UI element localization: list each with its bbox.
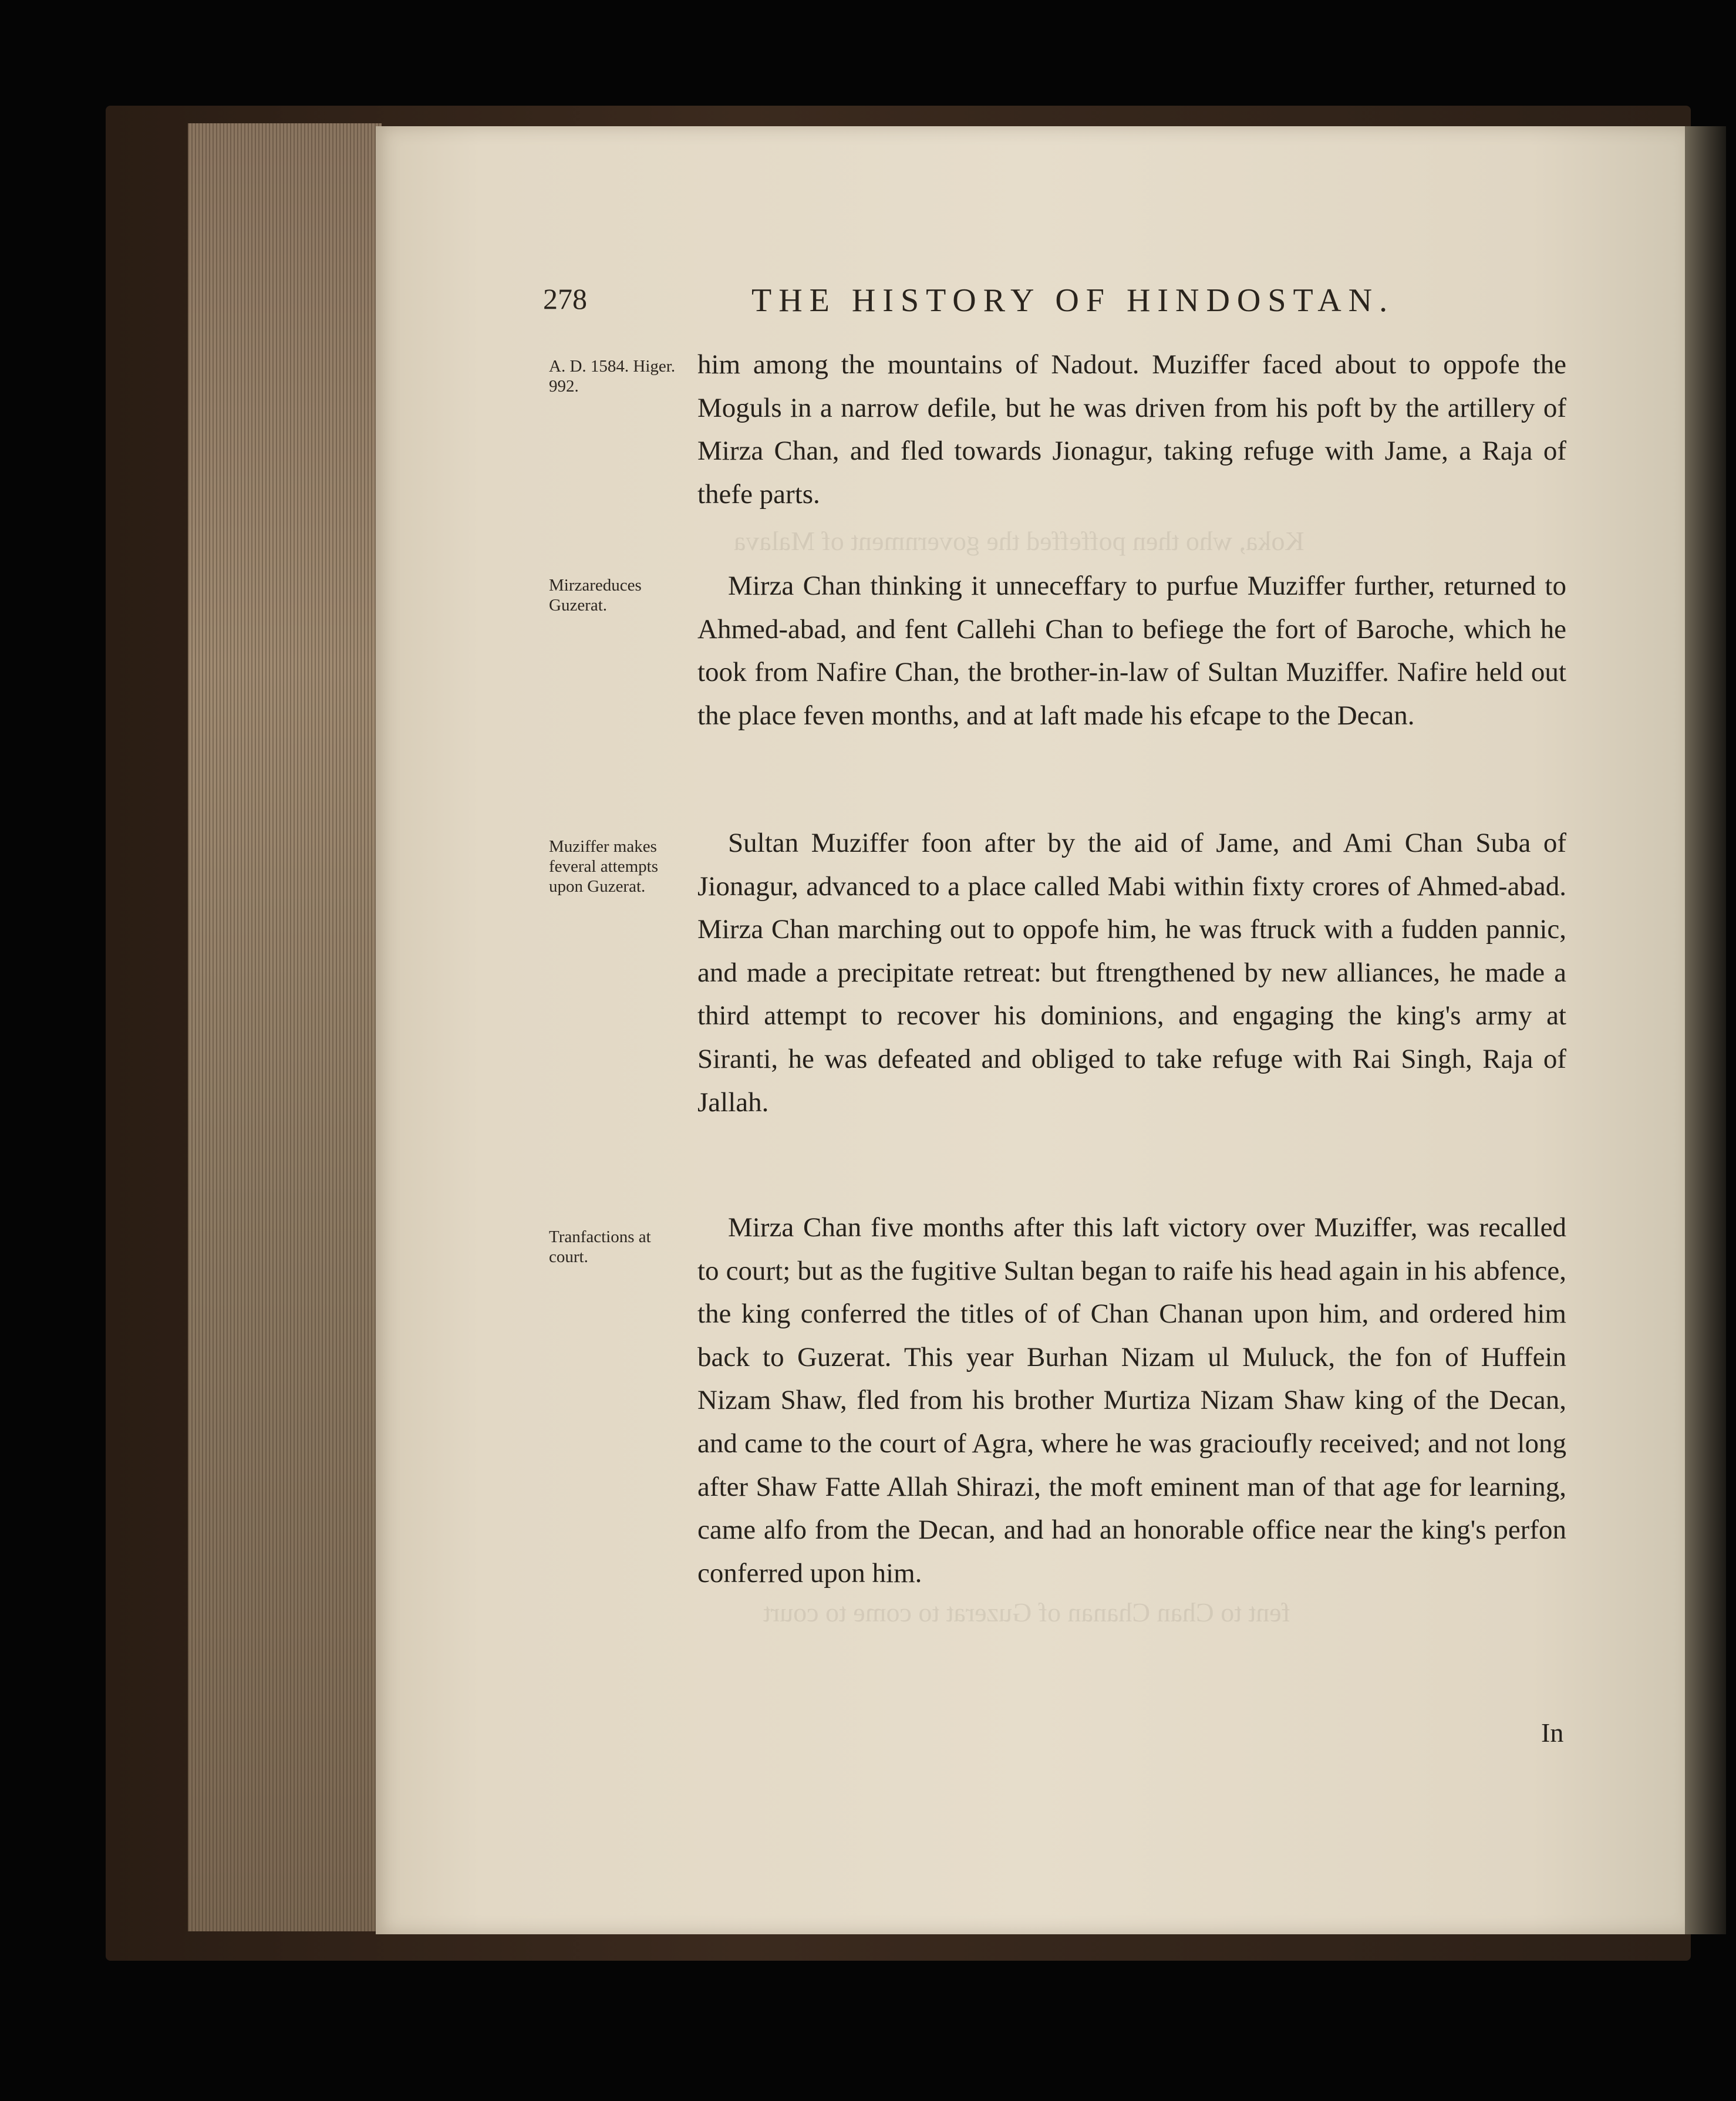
margin-note-muziffer-attempts: Muziffer makes feveral attempts upon Guzerat.: [549, 837, 658, 896]
margin-note-transactions: Tranfactions at court.: [549, 1227, 651, 1266]
catchword: In: [1541, 1718, 1564, 1748]
show-through-text: fent to Chan Chanan of Guzerat to come to court: [763, 1597, 1290, 1627]
show-through-text: Koka, who then poffeffed the government of Malava: [734, 526, 1304, 556]
margin-note-mirza-reduces: Mirzareduces Guzerat.: [549, 576, 642, 615]
paragraph-1: him among the mountains of Nadout. Muziffer faced about to oppofe the Moguls in a narrow defile, but he was driven from his poft by the artillery of Mirza Chan, and fled towards Jionagur, taking refuge with Jame, a Raja of thefe parts.: [697, 349, 1566, 510]
margin-note-date: A. D. 1584. Higer. 992.: [549, 357, 676, 396]
paragraph-3: Sultan Muziffer foon after by the aid of Jame, and Ami Chan Suba of Jionagur, advanced to a place called Mabi within fixty crores of Ahmed-abad. Mirza Chan marching out to oppofe him, he was ftruck with a fudden pannic, and made a precipitate retreat: but ftrengthened by new alliances, he made a third attempt to recover his dominions, and engaging the king's army at Siranti, he was defeated and obliged to take refuge with Rai Singh, Raja of Jallah.: [697, 828, 1566, 1118]
page-header: [543, 276, 1565, 329]
facing-page-edge: [1685, 126, 1726, 1934]
paragraph-4: Mirza Chan five months after this laft victory over Muziffer, was recalled to court; but as the fugitive Sultan began to raife his head again in his abfence, the king conferred the titles of of Chan Chanan upon him, and ordered him back to Guzerat. This year Burhan Nizam ul Muluck, the fon of Huffein Nizam Shaw, fled from his brother Murtiza Nizam Shaw king of the Decan, and came to the court of Agra, where he was gracioufly received; and not long after Shaw Fatte Allah Shirazi, the moft eminent man of that age for learning, came alfo from the Decan, and had an honorable office near the king's perfon conferred upon him.: [697, 1212, 1566, 1589]
page-number: 278: [543, 282, 587, 315]
running-title: THE HISTORY OF HINDOSTAN.: [751, 282, 1395, 319]
paragraph-2: Mirza Chan thinking it unneceffary to purfue Muziffer further, returned to Ahmed-abad, and fent Callehi Chan to befiege the fort of Baroche, which he took from Nafire Chan, the brother-in-law of Sultan Muziffer. Nafire held out the place feven months, and at laft made his efcape to the Decan.: [697, 571, 1566, 731]
page-edges: [188, 123, 382, 1931]
